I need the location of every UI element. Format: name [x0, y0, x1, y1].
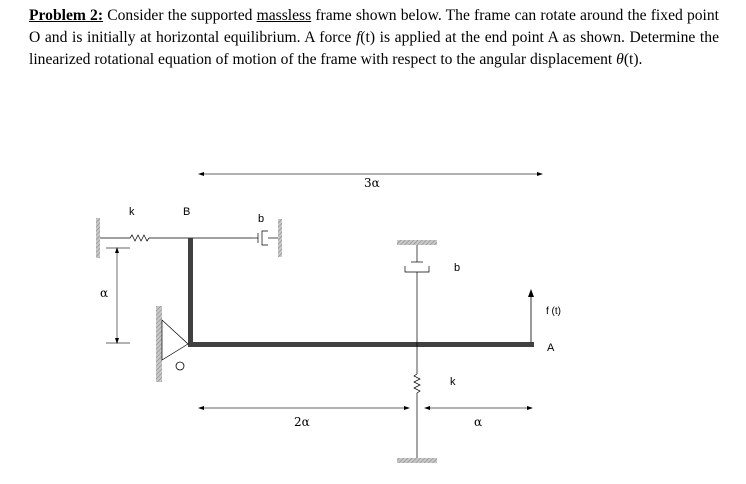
problem-text-body2: (t) is applied at the end point A as shown. Determine the linearized rotational equation of motion of the frame with respect to the angular displacement — [29, 29, 719, 68]
dimension-right-a — [424, 406, 533, 410]
dimension-left-label: α — [100, 286, 109, 300]
force-label: f (t) — [546, 306, 561, 317]
pivot-support — [162, 320, 188, 360]
spring-top-label: k — [129, 206, 135, 218]
right-lower-ground — [397, 458, 437, 463]
point-a-label: A — [547, 342, 555, 354]
spring-right — [414, 370, 420, 458]
spring-right-label: k — [450, 376, 456, 388]
massless-term: massless — [256, 7, 312, 24]
damper-right-label: b — [454, 262, 461, 274]
theta-symbol: θ — [616, 51, 624, 68]
spring-top — [126, 235, 190, 241]
problem-text-intro: Consider the supported — [103, 7, 257, 24]
damper-top — [252, 231, 278, 245]
dimension-right-label: α — [474, 415, 483, 429]
right-top-ground — [278, 219, 282, 257]
dimension-2a-label: 2α — [294, 415, 310, 429]
force-arrow-head — [528, 289, 534, 297]
problem-text-body1: frame shown below. The frame can rotate around the fixed point O and is initially at horizontal equilibrium. A force — [29, 7, 720, 46]
damper-right — [405, 262, 429, 272]
force-symbol: f — [355, 29, 361, 46]
dimension-left-a — [106, 247, 130, 344]
dimension-3a-label: 3α — [364, 176, 380, 190]
dimension-2a — [198, 406, 410, 410]
damper-top-label: b — [258, 213, 265, 225]
problem-text-body3: (t). — [623, 51, 643, 68]
left-ground — [96, 218, 100, 258]
problem-heading: Problem 2: — [29, 7, 104, 24]
right-upper-ground — [397, 240, 437, 245]
point-b-label: B — [183, 206, 191, 218]
pivot-ground — [156, 306, 162, 382]
frame — [188, 238, 534, 347]
